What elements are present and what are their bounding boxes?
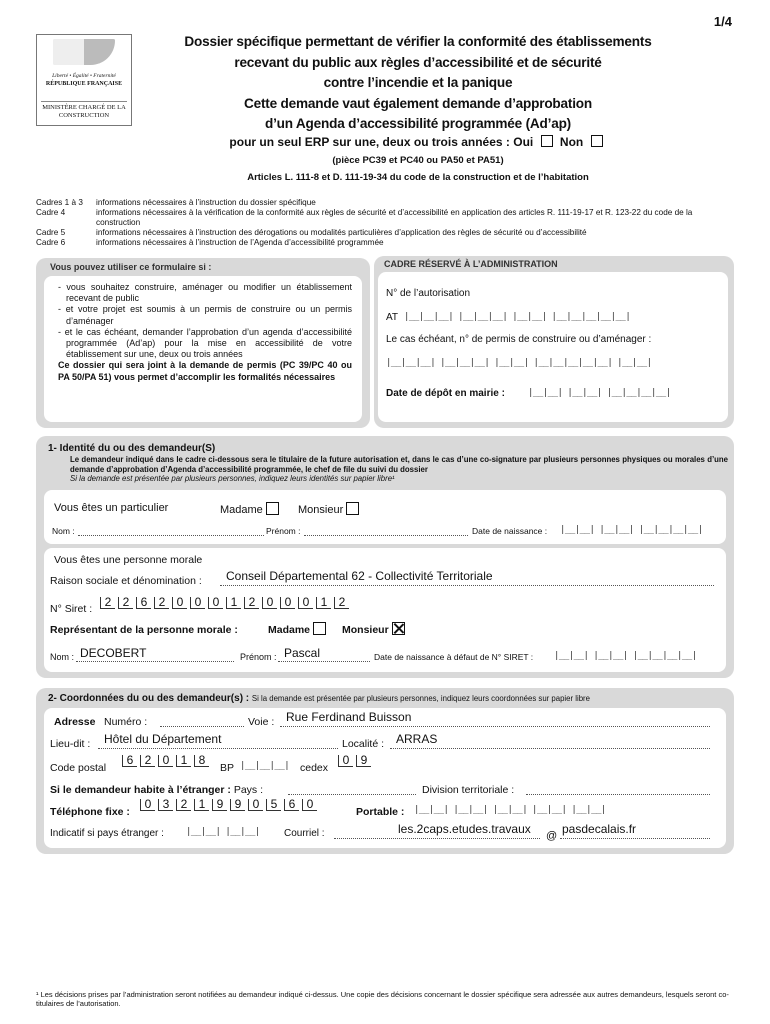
title-line-2: recevant du public aux règles d’accessibilité et de sécurité <box>234 54 602 70</box>
digit-box[interactable]: 2 <box>140 755 155 767</box>
digit-box[interactable]: 0 <box>280 597 295 609</box>
articles-note: Articles L. 111-8 et D. 111-19-34 du code de la construction et de l’habitation <box>247 172 589 183</box>
section-1-note: Si la demande est présentée par plusieurs personnes, indiquez leurs identités sur papier libre¹ <box>70 474 395 483</box>
deposit-date-label: Date de dépôt en mairie : <box>386 388 505 399</box>
permit-label: Le cas échéant, n° de permis de construire ou d’aménager : <box>386 334 652 345</box>
section-2-panel <box>36 688 734 854</box>
section-1-intro: Le demandeur indiqué dans le cadre ci-dessous sera le titulaire de la future autorisation et, dans le cas d’une co-signature par plusieurs personnes physiques ou morales d’une demande d’approbation d’Agenda d’accessibilité programmée, le chef de file du suivi du dossier <box>70 455 728 474</box>
email-user-line <box>334 838 540 839</box>
page-number: 1/4 <box>713 14 732 29</box>
rep-birth-field[interactable]: |__|__| |__|__| |__|__|__|__| <box>554 651 697 661</box>
phone-field[interactable] <box>140 799 320 811</box>
lieu-dit-line <box>98 748 338 749</box>
at-label: AT <box>386 312 399 323</box>
logo-motto: Liberté • Égalité • Fraternité <box>52 73 116 79</box>
abroad-label: Si le demandeur habite à l’étranger : <box>50 784 231 796</box>
rep-birth-label: Date de naissance à défaut de N° SIRET : <box>374 652 534 662</box>
title-line-4: Cette demande vaut également demande d’approbation <box>243 95 593 111</box>
digit-box[interactable]: 0 <box>302 799 317 811</box>
division-label: Division territoriale : <box>422 784 515 796</box>
lieu-dit-label: Lieu-dit : <box>50 738 91 750</box>
particulier-nom-field[interactable] <box>78 535 264 536</box>
title-line-5: d’un Agenda d’accessibilité programmée (Ad’ap) <box>264 116 572 131</box>
cadre-row: Cadres 1 à 3 informations nécessaires à l’instruction du dossier spécifique <box>36 198 316 207</box>
digit-box[interactable]: 6 <box>122 755 137 767</box>
numero-field[interactable] <box>160 726 244 727</box>
raison-label: Raison sociale et dénomination : <box>50 575 202 587</box>
digit-box[interactable]: 5 <box>266 799 281 811</box>
digit-box[interactable]: 0 <box>190 597 205 609</box>
particulier-box <box>44 490 726 544</box>
particulier-title: Vous êtes un particulier <box>54 502 169 514</box>
rep-label: Représentant de la personne morale : <box>50 624 238 636</box>
digit-box[interactable]: 0 <box>158 755 173 767</box>
numero-label: Numéro : <box>104 716 148 728</box>
permit-number-field[interactable]: |__|__|__| |__|__|__| |__|__| |__|__|__|__|__| |__|__| <box>386 358 652 368</box>
email-user-value[interactable]: les.2caps.etudes.travaux <box>398 822 531 836</box>
particulier-prenom-field[interactable] <box>304 535 468 536</box>
at-number-field[interactable]: |__|__|__| |__|__|__| |__|__| |__|__|__|__|__| <box>404 312 631 322</box>
particulier-monsieur: Monsieur <box>298 502 359 516</box>
cadre-row: Cadre 6 informations nécessaires à l’instruction de l’Agenda d’accessibilité programmée <box>36 238 384 247</box>
pieces-note: (pièce PC39 et PC40 ou PA50 et PA51) <box>332 155 504 166</box>
siret-label: N° Siret : <box>50 603 93 615</box>
voie-line <box>280 726 710 727</box>
erp-oui-checkbox[interactable] <box>541 135 553 147</box>
usage-item: - et votre projet est soumis à un permis de construire ou un permis d’aménager <box>58 304 352 326</box>
raison-value[interactable]: Conseil Départemental 62 - Collectivité Territoriale <box>226 569 493 583</box>
raison-line <box>220 585 714 586</box>
erp-question-row <box>148 135 688 149</box>
indicatif-field[interactable]: |__|__| |__|__| <box>186 827 260 837</box>
logo-ministry: MINISTÈRE CHARGÉ DE LA CONSTRUCTION <box>41 101 127 120</box>
erp-non-checkbox[interactable] <box>591 135 603 147</box>
authorization-label: N° de l’autorisation <box>386 288 471 299</box>
footnote: ¹ Les décisions prises par l’administration seront notifiées au demandeur indiqué ci-dessus. Une copie des décisions concernant le dossier spécifique sera adressée aux autres demandeurs, lesquels seront co-titulaires de l’autorisation. <box>36 990 729 1008</box>
rep-madame: Madame <box>268 622 326 636</box>
digit-box[interactable]: 1 <box>226 597 241 609</box>
digit-box[interactable]: 0 <box>208 597 223 609</box>
particulier-madame: Madame <box>220 502 279 516</box>
digit-box[interactable]: 2 <box>334 597 349 609</box>
usage-conclusion: Ce dossier qui sera joint à la demande de permis (PC 39/PC 40 ou PA 50/PA 51) vous permet d’accomplir les formalités nécessaires <box>58 360 352 382</box>
digit-box[interactable]: 9 <box>212 799 227 811</box>
erp-non-label: Non <box>559 135 584 149</box>
email-domain-line <box>560 838 710 839</box>
morale-title: Vous êtes une personne morale <box>54 554 203 566</box>
digit-box[interactable]: 2 <box>118 597 133 609</box>
digit-box[interactable]: 2 <box>154 597 169 609</box>
particulier-birth-field[interactable]: |__|__| |__|__| |__|__|__|__| <box>560 525 703 535</box>
abroad-row <box>50 784 263 796</box>
localite-label: Localité : <box>342 738 385 750</box>
coordonnees-box <box>44 708 726 848</box>
particulier-nom-label: Nom : <box>52 526 75 536</box>
email-domain-value[interactable]: pasdecalais.fr <box>562 822 637 836</box>
digit-box[interactable]: 1 <box>316 597 331 609</box>
title-line-3: contre l’incendie et la panique <box>323 75 513 90</box>
adresse-label: Adresse <box>54 716 96 728</box>
rep-nom-label: Nom : <box>50 652 75 662</box>
title-line-1: Dossier spécifique permettant de vérifier la conformité des établissements <box>184 34 652 49</box>
section-2-note: Si la demande est présentée par plusieurs personnes, indiquez leurs coordonnées sur papier libre <box>251 694 590 703</box>
localite-line <box>390 748 710 749</box>
bp-field[interactable]: |__|__|__| <box>240 761 290 771</box>
digit-box[interactable]: 3 <box>158 799 173 811</box>
cedex-field[interactable] <box>338 755 374 767</box>
digit-box[interactable]: 0 <box>140 799 155 811</box>
section-1-panel <box>36 436 734 678</box>
pays-line <box>288 794 416 795</box>
admin-content <box>378 272 728 422</box>
rep-prenom-line <box>278 661 370 662</box>
usage-panel <box>36 258 370 428</box>
digit-box[interactable]: 0 <box>298 597 313 609</box>
morale-box <box>44 548 726 672</box>
form-title <box>148 32 688 135</box>
cedex-label: cedex <box>300 762 329 774</box>
cadre-row: Cadre 5 informations nécessaires à l’instruction des dérogations ou modalités particulières d’application des règles de sécurité ou d’accessibilité <box>36 228 587 237</box>
rep-nom-value[interactable]: DECOBERT <box>80 646 147 660</box>
at-sign: @ <box>546 830 558 842</box>
deposit-date-field[interactable]: |__|__| |__|__| |__|__|__|__| <box>528 388 671 398</box>
cadre-row: Cadre 4 informations nécessaires à la vérification de la conformité aux règles de sécurité et d’accessibilité en application des articles R. 111-19-17 et R. 123-22 du code de la construction <box>36 208 693 227</box>
rep-monsieur: Monsieur <box>342 622 405 636</box>
marianne-icon <box>53 39 115 65</box>
pays-label: Pays : <box>233 784 263 796</box>
phone-label: Téléphone fixe : <box>50 806 130 818</box>
digit-box[interactable]: 2 <box>244 597 259 609</box>
admin-panel <box>374 256 734 428</box>
voie-label: Voie : <box>248 716 275 728</box>
digit-box[interactable]: 1 <box>176 755 191 767</box>
marianne-logo <box>36 34 132 126</box>
admin-title: CADRE RÉSERVÉ À L’ADMINISTRATION <box>384 259 558 269</box>
usage-item: - et le cas échéant, demander l’approbation d’un agenda d’accessibilité programmée (Ad’ap) pour la mise en accessibilité de votre établissement sur une, deux ou trois années <box>58 326 352 360</box>
particulier-birth-label: Date de naissance : <box>472 526 548 536</box>
voie-value[interactable]: Rue Ferdinand Buisson <box>286 710 412 724</box>
particulier-monsieur-checkbox[interactable] <box>346 502 359 515</box>
code-postal-label: Code postal <box>50 762 107 774</box>
section-2-title-row <box>48 693 590 704</box>
digit-box[interactable]: 6 <box>284 799 299 811</box>
rep-madame-checkbox[interactable] <box>313 622 326 635</box>
digit-box[interactable]: 9 <box>356 755 371 767</box>
digit-box[interactable]: 6 <box>136 597 151 609</box>
courriel-label: Courriel : <box>284 828 325 839</box>
cadres-legend <box>36 198 736 248</box>
digit-box[interactable]: 2 <box>176 799 191 811</box>
digit-box[interactable]: 0 <box>248 799 263 811</box>
logo-republic: RÉPUBLIQUE FRANÇAISE <box>45 81 123 87</box>
portable-field[interactable]: |__|__| |__|__| |__|__| |__|__| |__|__| <box>414 805 606 815</box>
particulier-madame-checkbox[interactable] <box>266 502 279 515</box>
digit-box[interactable]: 0 <box>172 597 187 609</box>
rep-nom-line <box>76 661 234 662</box>
lieu-dit-value[interactable]: Hôtel du Département <box>104 732 222 746</box>
usage-title: Vous pouvez utiliser ce formulaire si : <box>50 262 212 272</box>
digit-box[interactable]: 0 <box>338 755 353 767</box>
siret-field[interactable] <box>100 597 352 609</box>
code-postal-field[interactable] <box>122 755 212 767</box>
digit-box[interactable]: 1 <box>194 799 209 811</box>
digit-box[interactable]: 8 <box>194 755 209 767</box>
digit-box[interactable]: 9 <box>230 799 245 811</box>
localite-value[interactable]: ARRAS <box>396 732 438 746</box>
rep-prenom-value[interactable]: Pascal <box>284 646 321 660</box>
particulier-prenom-label: Prénom : <box>266 526 301 536</box>
division-field[interactable] <box>526 794 710 795</box>
rep-monsieur-checkbox-checked[interactable] <box>392 622 405 635</box>
digit-box[interactable]: 2 <box>100 597 115 609</box>
usage-content <box>44 276 362 422</box>
usage-item: - vous souhaitez construire, aménager ou modifier un établissement recevant de public <box>58 282 352 304</box>
digit-box[interactable]: 0 <box>262 597 277 609</box>
bp-label: BP <box>220 762 235 774</box>
erp-question: pour un seul ERP sur une, deux ou trois années : Oui <box>229 135 534 149</box>
indicatif-label: Indicatif si pays étranger : <box>50 828 164 839</box>
section-1-title: 1- Identité du ou des demandeur(S) <box>48 443 216 454</box>
portable-label: Portable : <box>356 806 405 818</box>
section-2-title: 2- Coordonnées du ou des demandeur(s) : <box>48 693 250 704</box>
rep-prenom-label: Prénom : <box>240 652 277 662</box>
